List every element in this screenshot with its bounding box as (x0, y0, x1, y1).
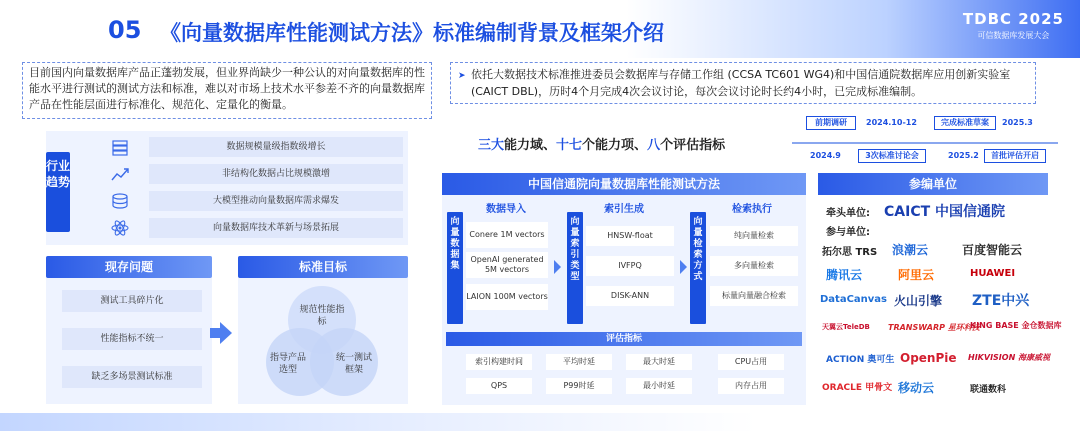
index-type-bar: 向量索引类型 (567, 212, 583, 324)
column-title: 索引生成 (604, 204, 644, 215)
trend-item: 向量数据库技术革新与场景拓展 (149, 218, 403, 238)
participants-title: 参编单位 (818, 173, 1048, 195)
capability-summary: 三大能力域、十七个能力项、八个评估指标 (478, 138, 726, 153)
lead-logo: CAICT 中国信通院 (884, 204, 1006, 220)
trend-item: 大模型推动向量数据库需求爆发 (149, 191, 403, 211)
venn-diagram (262, 278, 382, 403)
section-number: 05 (108, 16, 142, 44)
problem-item: 测试工具碎片化 (62, 290, 202, 312)
problems-title: 现存问题 (46, 256, 212, 278)
goal-item: 统一测试框架 (335, 353, 372, 375)
right-arrow-icon (680, 260, 687, 274)
eval-metric: 索引构建时间 (466, 354, 532, 370)
search-item: 标量向量融合检索 (710, 286, 798, 306)
search-method-bar: 向量检索方式 (690, 212, 706, 324)
intro-text: 目前国内向量数据库产品正蓬勃发展，但业界尚缺少一种公认的对向量数据库的性能水平进行测试的测试方法和标准，难以对市场上技术水平参差不齐的向量数据库产品在性能层面进行标准化、规范化、定量化的衡量。 (22, 62, 432, 119)
logo-volcano: 火山引擎 (894, 294, 943, 308)
logo-kingbase: KING BASE 金仓数据库 (970, 321, 1062, 330)
dataset-item: Conere 1M vectors (466, 222, 548, 248)
goal-item: 规范性能指标 (299, 305, 345, 327)
eval-metric: 内存占用 (718, 378, 784, 394)
logo-teledb: 天翼云TeleDB (822, 323, 870, 331)
logo-aliyun: 阿里云 (898, 268, 935, 282)
eval-metric: P99时延 (546, 378, 612, 394)
logo-huawei: HUAWEI (970, 268, 1016, 279)
right-arrow-icon (220, 322, 232, 344)
trend-item: 非结构化数据占比规模激增 (149, 164, 403, 184)
growth-chart-icon (110, 166, 130, 182)
eval-metric: 最小时延 (626, 378, 692, 394)
index-item: HNSW-float (586, 226, 674, 246)
brand-subtitle: 可信数据库发展大会 (977, 31, 1050, 40)
lead-label: 牵头单位: (826, 208, 870, 219)
eval-title: 评估指标 (446, 332, 802, 346)
timeline-stage: 完成标准草案 (934, 116, 996, 130)
goals-title: 标准目标 (238, 256, 408, 278)
problem-item: 缺乏多场景测试标准 (62, 366, 202, 388)
brand-name: TDBC 2025 (962, 10, 1064, 28)
logo-zte: ZTE中兴 (972, 293, 1030, 309)
logo-unicom-digital: 联通数科 (970, 385, 1007, 395)
problem-item: 性能指标不统一 (62, 328, 202, 350)
logo-oracle: ORACLE 甲骨文 (822, 383, 893, 393)
timeline-date: 2025.2 (948, 151, 979, 160)
dataset-item: OpenAI generated 5M vectors (466, 252, 548, 278)
join-label: 参与单位: (826, 227, 870, 238)
column-title: 数据导入 (486, 204, 526, 215)
timeline-date: 2024.10-12 (866, 118, 917, 127)
server-stack-icon (110, 140, 130, 156)
logo-tencent: 腾讯云 (826, 268, 863, 282)
column-title: 检索执行 (732, 204, 772, 215)
brand-logo (963, 10, 1064, 41)
timeline-line (792, 142, 1058, 144)
eval-metric: 最大时延 (626, 354, 692, 370)
search-item: 纯向量检索 (710, 226, 798, 246)
network-atom-icon (110, 220, 130, 236)
search-item: 多向量检索 (710, 256, 798, 276)
right-arrow-icon (554, 260, 561, 274)
timeline-date: 2024.9 (810, 151, 841, 160)
timeline-stage: 前期调研 (806, 116, 856, 130)
logo-baidu: 百度智能云 (962, 243, 1023, 257)
index-item: DISK-ANN (586, 286, 674, 306)
logo-chinamobile-cloud: 移动云 (898, 381, 935, 395)
logo-trs: 拓尔思 TRS (822, 247, 878, 258)
eval-metric: CPU占用 (718, 354, 784, 370)
index-item: IVFPQ (586, 256, 674, 276)
logo-action: ACTION 奥可生 (826, 355, 895, 365)
goal-item: 指导产品选型 (269, 353, 306, 375)
method-title: 中国信通院向量数据库性能测试方法 (442, 173, 806, 195)
timeline-date: 2025.3 (1002, 118, 1033, 127)
timeline-stage: 3次标准讨论会 (858, 149, 926, 163)
logo-openpie: OpenPie (900, 351, 957, 365)
background-note (450, 62, 1036, 104)
footer-bar (0, 413, 1080, 431)
background-note-text: 依托大数据技术标准推进委员会数据库与存储工作组 (CCSA TC601 WG4)和中国信通院数据库应用创新实验室(CAICT DBL)，历时4个月完成4次会议讨论，每次会议讨论时长约4小时，已完成标准编制。 (471, 68, 1011, 98)
logo-inspur: 浪潮云 (892, 243, 929, 257)
trend-item: 数据规模量级指数级增长 (149, 137, 403, 157)
triangle-bullet-icon: ➤ (458, 71, 466, 81)
logo-transwarp: TRANSWARP 星环科技 (888, 323, 980, 332)
dataset-bar: 向量数据集 (447, 212, 463, 324)
logo-datacanvas: DataCanvas (820, 294, 888, 305)
eval-metric: QPS (466, 378, 532, 394)
timeline-stage: 首批评估开启 (984, 149, 1046, 163)
trend-label: 行业趋势 (46, 152, 70, 232)
page-title: 《向量数据库性能测试方法》标准编制背景及框架介绍 (160, 21, 664, 45)
logo-hikvision: HIKVISION 海康威视 (968, 353, 1051, 362)
dataset-item: LAION 100M vectors (466, 284, 548, 310)
database-icon (110, 193, 130, 209)
eval-metric: 平均时延 (546, 354, 612, 370)
